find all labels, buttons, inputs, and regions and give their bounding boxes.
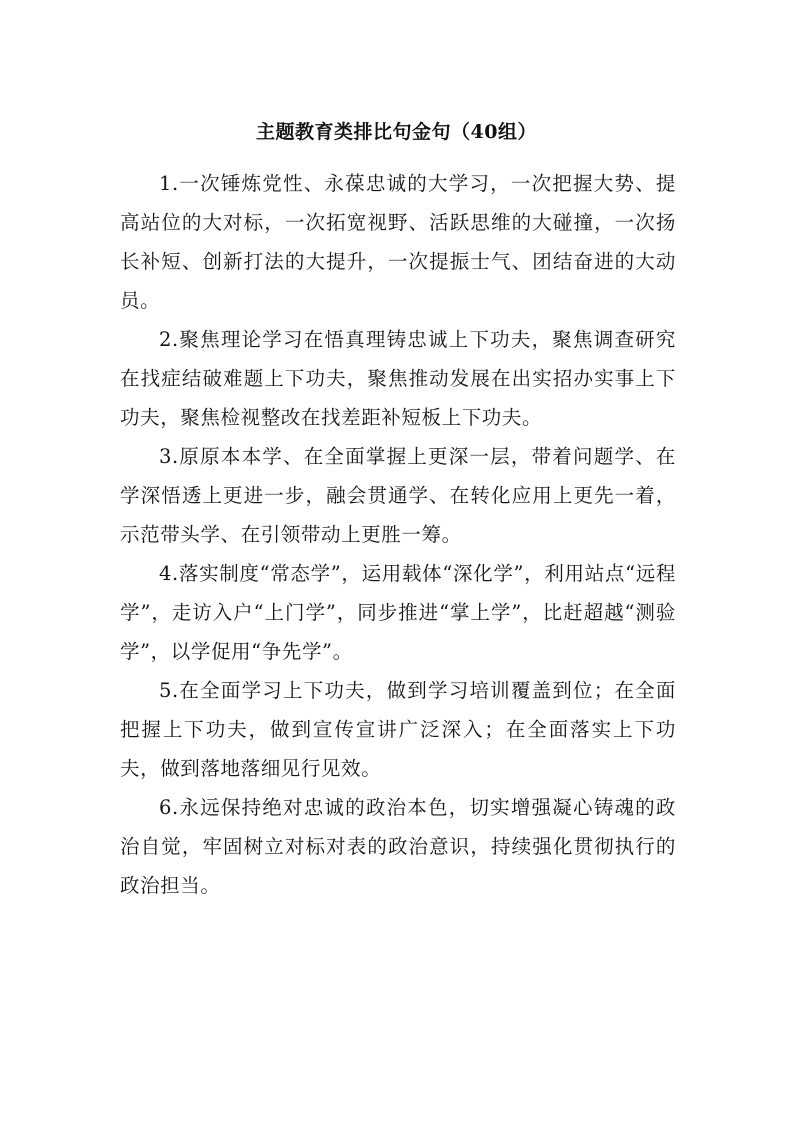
document-body	[120, 164, 676, 905]
document-title: 主题教育类排比句金句（40组）	[256, 121, 537, 143]
paragraph-2: 2.聚焦理论学习在悟真理铸忠诚上下功夫，聚焦调查研究在找症结破难题上下功夫，聚焦推动发展在出实招办实事上下功夫，聚焦检视整改在找差距补短板上下功夫。	[120, 328, 676, 429]
paragraph-5: 5.在全面学习上下功夫，做到学习培训覆盖到位；在全面把握上下功夫，做到宣传宣讲广泛深入；在全面落实上下功夫，做到落地落细见行见效。	[120, 679, 676, 780]
paragraph-1: 1.一次锤炼党性、永葆忠诚的大学习，一次把握大势、提高站位的大对标，一次拓宽视野、活跃思维的大碰撞，一次扬长补短、创新打法的大提升，一次提振士气、团结奋进的大动员。	[120, 172, 676, 312]
paragraph-6: 6.永远保持绝对忠诚的政治本色，切实增强凝心铸魂的政治自觉，牢固树立对标对表的政治意识，持续强化贯彻执行的政治担当。	[120, 796, 676, 897]
paragraph-3: 3.原原本本学、在全面掌握上更深一层，带着问题学、在学深悟透上更进一步，融会贯通学、在转化应用上更先一着，示范带头学、在引领带动上更胜一筹。	[120, 445, 676, 546]
paragraph-4: 4.落实制度“常态学”，运用载体“深化学”，利用站点“远程学”，走访入户“上门学”，同步推进“掌上学”，比赶超越“测验学”，以学促用“争先学”。	[120, 562, 676, 663]
